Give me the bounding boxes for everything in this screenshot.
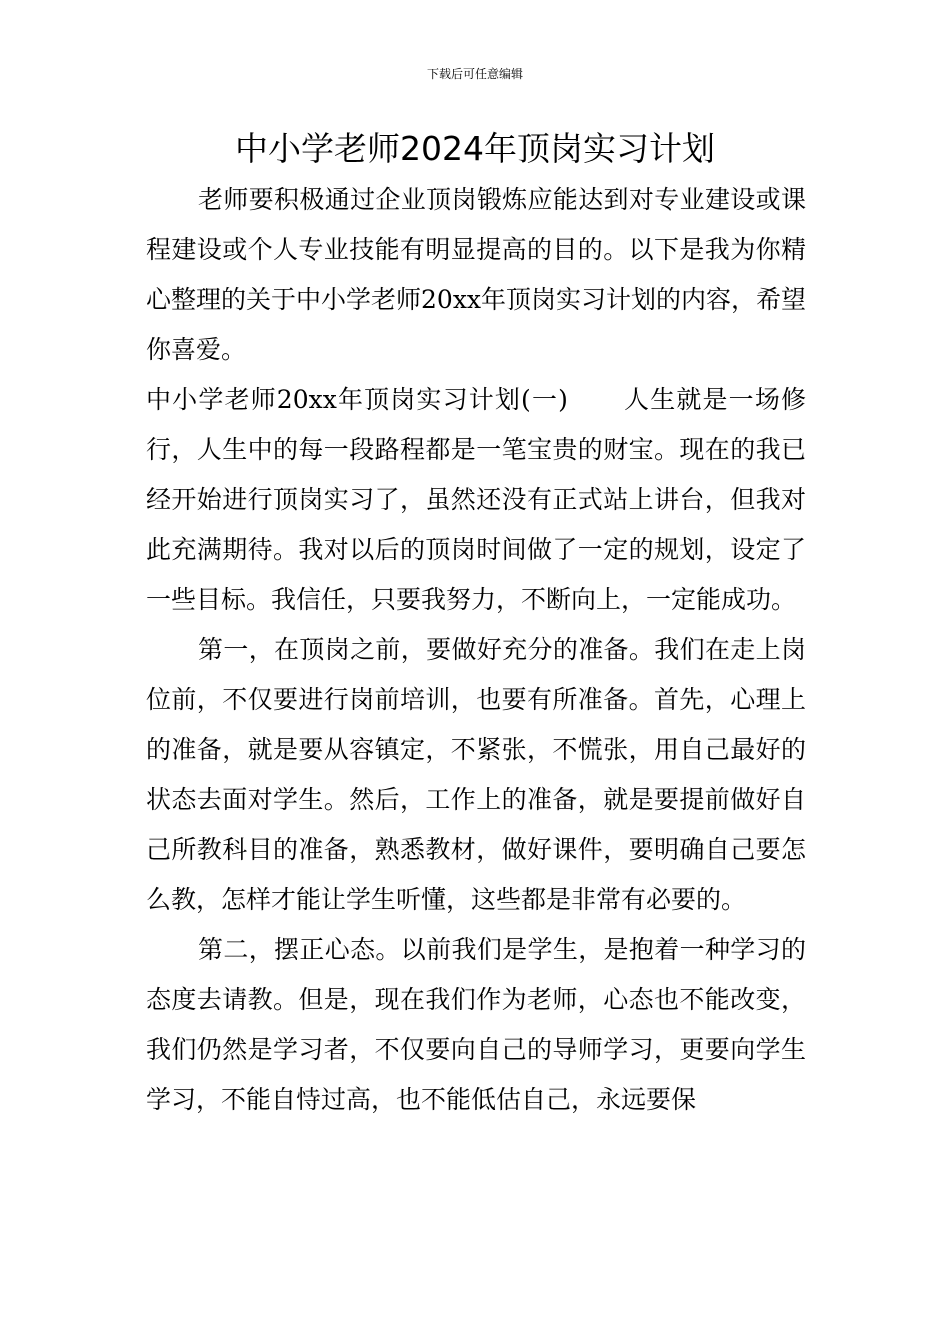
section-1-text: 人生就是一场修行，人生中的每一段路程都是一笔宝贵的财宝。现在的我已经开始进行顶岗实习了，虽然还没有正式站上讲台，但我对此充满期待。我对以后的顶岗时间做了一定的规划，设定了一些目标。我信任，只要我努力，不断向上，一定能成功。 bbox=[146, 385, 806, 614]
section-1-paragraph bbox=[146, 375, 806, 625]
intro-paragraph: 老师要积极通过企业顶岗锻炼应能达到对专业建设或课程建设或个人专业技能有明显提高的目的。以下是我为你精心整理的关于中小学老师20xx年顶岗实习计划的内容，希望你喜爱。 bbox=[146, 185, 807, 364]
header-note: 下载后可任意编辑 bbox=[426, 67, 523, 81]
section-1-heading: 中小学老师20xx年顶岗实习计划(一) bbox=[146, 385, 568, 414]
paragraph-second: 第二，摆正心态。以前我们是学生，是抱着一种学习的态度去请教。但是，现在我们作为老师，心态也不能改变，我们仍然是学习者，不仅要向自己的导师学习，更要向学生学习，不能自恃过高，也不能低估自己，永远要保 bbox=[146, 935, 806, 1114]
paragraph-first: 第一，在顶岗之前，要做好充分的准备。我们在走上岗位前，不仅要进行岗前培训，也要有所准备。首先，心理上的准备，就是要从容镇定，不紧张，不慌张，用自己最好的状态去面对学生。然后，工作上的准备，就是要提前做好自己所教科目的准备，熟悉教材，做好课件，要明确自己要怎么教，怎样才能让学生听懂，这些都是非常有必要的。 bbox=[146, 635, 806, 914]
document-body bbox=[146, 175, 806, 1125]
document-title: 中小学老师2024年顶岗实习计划 bbox=[235, 129, 715, 168]
